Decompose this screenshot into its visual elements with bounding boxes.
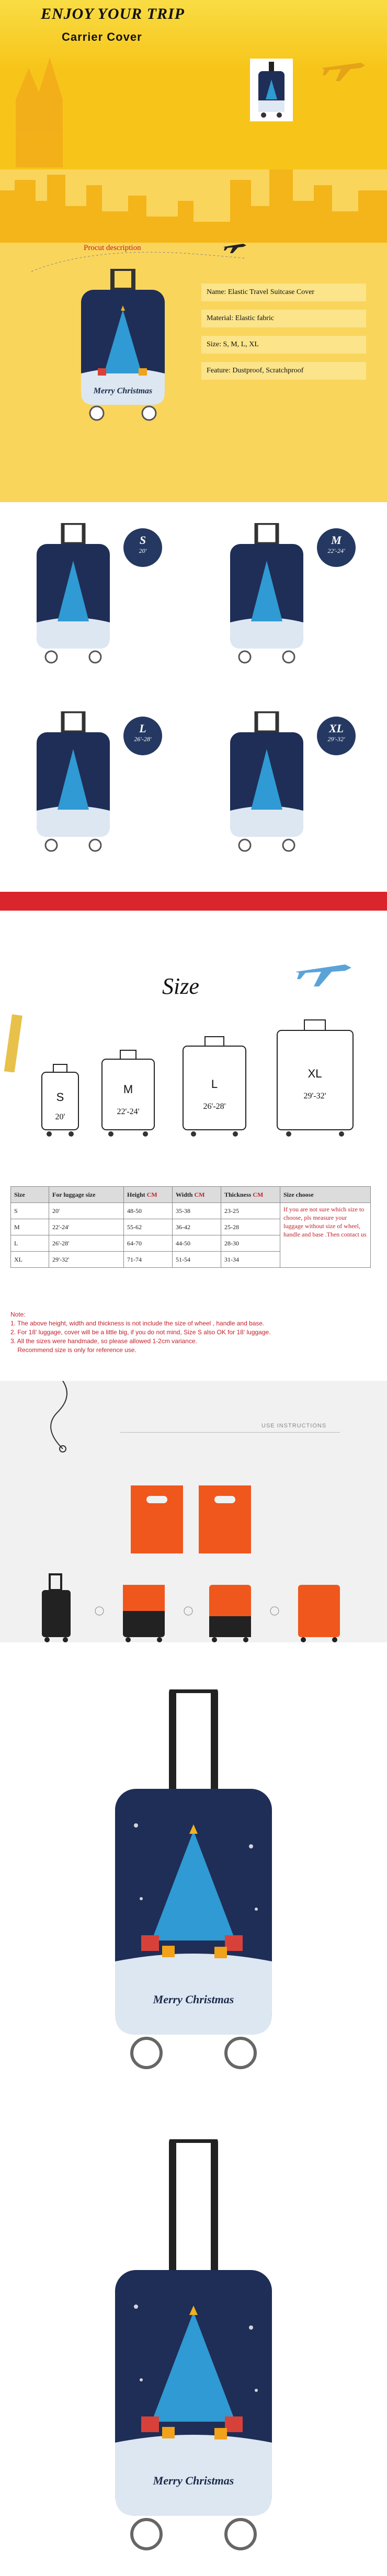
suitcase-icon — [214, 711, 319, 868]
castle-illustration — [5, 47, 73, 167]
cover-shapes — [126, 1475, 261, 1564]
tower-illustration — [3, 1009, 24, 1072]
airplane-icon — [293, 952, 356, 989]
luggage-tag-icon — [31, 1381, 94, 1454]
size-bags — [31, 1015, 366, 1145]
print-text: Merry Christmas — [93, 387, 153, 395]
suitcase-icon — [21, 711, 126, 868]
table-row: L 26'-28' 64-70 44-50 28-30 — [11, 1235, 371, 1252]
size-badge: S 20' — [123, 528, 162, 567]
suitcase-icon — [214, 523, 319, 680]
hero-title: ENJOY YOUR TRIP — [41, 5, 185, 22]
size-table: Size For luggage size Height CM Width CM Thickness CM Size choose S 20' 48-50 35-38 23-25 If you are not sure which size to choose, pls measure your luggage without size of wheel, handle and base .Then contact us M 22'-24' 55-62 36-42 25-28 L 26'-28' 64-70 44-50 28-30 XL 29'-32' 71-74 51-54 31-34 — [10, 1186, 371, 1268]
instructions-label: USE INSTRUCTIONS — [261, 1423, 327, 1429]
product-photo-1 — [0, 1653, 387, 2113]
instructions-section — [0, 1381, 387, 1642]
bag-range: 22'-24' — [117, 1107, 140, 1116]
airplane-small-icon — [222, 239, 248, 254]
size-cell-s — [21, 523, 178, 690]
instruction-steps — [31, 1564, 366, 1642]
size-choose-note: If you are not sure which size to choose, pls measure your luggage without size of wheel, handle and base .Then contact us — [280, 1203, 371, 1268]
feature-name: Name: Elastic Travel Suitcase Cover — [201, 283, 366, 301]
city-skyline — [0, 169, 387, 253]
airplane-icon — [319, 52, 366, 84]
size-badge: XL 29'-32' — [317, 717, 356, 755]
table-row: S 20' 48-50 35-38 23-25 If you are not sure which size to choose, pls measure your luggage without size of wheel, handle and base .Then contact us — [11, 1203, 371, 1219]
description-panel — [0, 169, 387, 502]
size-cell-l — [21, 711, 178, 879]
size-chart — [0, 941, 387, 1360]
red-divider — [0, 892, 387, 911]
size-cell-xl — [214, 711, 371, 879]
bag-label: XL — [308, 1067, 322, 1080]
bag-range: 20' — [55, 1113, 65, 1121]
size-badge: M 22'-24' — [317, 528, 356, 567]
print-text: Merry Christmas — [153, 1993, 234, 2006]
bag-range: 29'-32' — [303, 1092, 326, 1100]
table-row: XL 29'-32' 71-74 51-54 31-34 — [11, 1252, 371, 1268]
size-badge: L 26'-28' — [123, 717, 162, 755]
bag-label: S — [56, 1091, 64, 1104]
section-label: Procut description — [84, 244, 141, 252]
size-title: Size — [162, 973, 199, 999]
hero-subtitle: Carrier Cover — [62, 30, 142, 43]
product-image — [60, 269, 186, 426]
product-photo-2 — [0, 2124, 387, 2576]
feature-size: Size: S, M, L, XL — [201, 336, 366, 354]
bag-label: L — [211, 1077, 218, 1091]
feature-function: Feature: Dustproof, Scratchproof — [201, 362, 366, 380]
size-notes: Note: 1. The above height, width and thickness is not include the size of wheel , handle and base. 2. For 18' luggage, cover will be a little big, if you do not mind, Size S also OK for 18' luggage. 3. All the sizes were handmade, so please allowed 1-2cm variance. Recommend size is only for reference use. — [10, 1311, 271, 1354]
table-row: M 22'-24' 55-62 36-42 25-28 — [11, 1219, 371, 1235]
hero-banner — [0, 0, 387, 169]
feature-material: Material: Elastic fabric — [201, 310, 366, 327]
product-thumbnail — [250, 59, 293, 121]
print-text: Merry Christmas — [153, 2474, 234, 2487]
size-cell-m — [214, 523, 371, 690]
size-grid — [0, 502, 387, 900]
suitcase-icon — [21, 523, 126, 680]
bag-label: M — [123, 1083, 133, 1096]
bag-range: 26'-28' — [203, 1102, 226, 1111]
